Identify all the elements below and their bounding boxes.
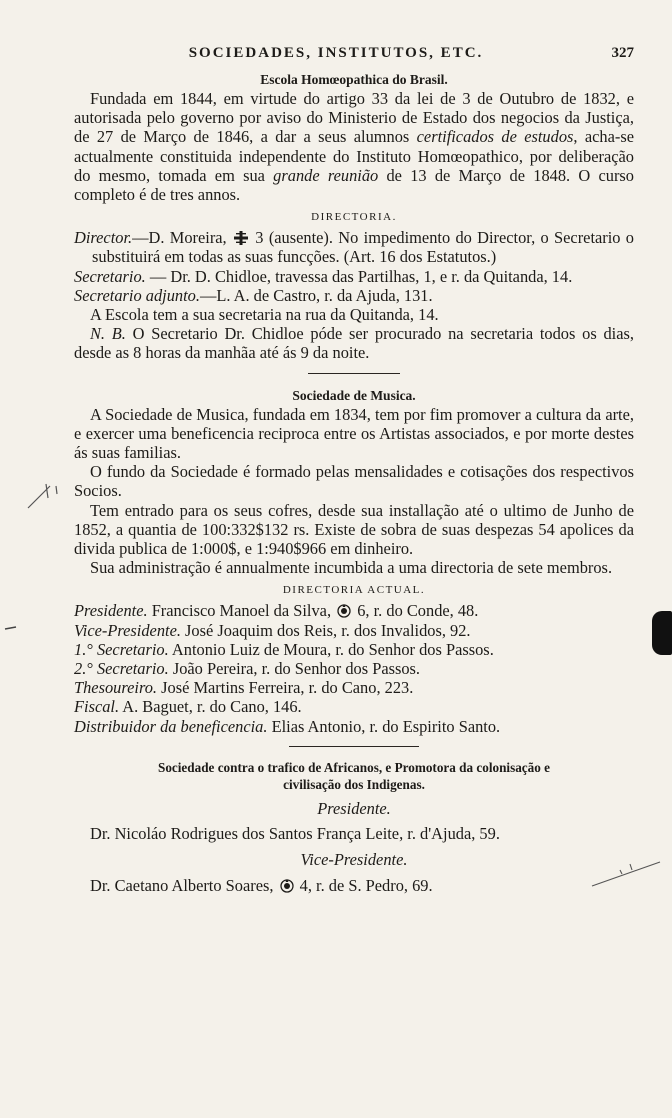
escola-intro	[74, 89, 634, 204]
member-role: Thesoureiro.	[74, 678, 158, 698]
member-entry	[74, 601, 634, 620]
escola-adjunto-entry	[74, 286, 634, 305]
title-line-2: civilisação dos Indigenas.	[283, 776, 425, 792]
escola-secretario-entry	[74, 267, 634, 286]
musica-directoria-label: DIRECTORIA ACTUAL.	[282, 584, 426, 597]
member-entry	[74, 659, 634, 678]
entry-text: —L. A. de Castro, r. da Ajuda, 131.	[199, 285, 433, 305]
member-text: José Martins Ferreira, r. do Cano, 223.	[157, 678, 414, 698]
section-escola	[74, 70, 634, 363]
member-entry	[74, 621, 634, 640]
entry-text: —D. Moreira,	[132, 228, 232, 248]
section-title-musica: Sociedade de Musica.	[292, 387, 416, 403]
musica-paragraph-3: Tem entrado para os seus cofres, desde sua installação até o ultimo de Junho de 1852, a quantia de 100:332$132 rs. Existe de sobra de suas despezas 54 apolices da divida publica de 1:000$, e 1:940$966 em dinheiro.	[74, 500, 634, 559]
member-entry	[74, 697, 634, 716]
section-divider	[289, 746, 419, 747]
member-text: A. Baguet, r. do Cano, 146.	[119, 697, 302, 717]
escola-nb	[74, 324, 634, 362]
trafico-presidente-label: Presidente.	[317, 798, 391, 818]
member-role: Vice-Presidente.	[74, 620, 181, 640]
ink-blot	[652, 611, 672, 655]
title-line-1: Sociedade contra o trafico de Africanos, e Promotora da colonisação e	[157, 759, 550, 775]
member-entry	[74, 717, 634, 736]
escola-intro-italic: certificados de estudos	[416, 127, 574, 147]
order-rose-icon	[337, 604, 351, 618]
section-title-escola: Escola Homœopathica do Brasil.	[260, 72, 448, 87]
trafico-vice	[74, 873, 634, 899]
running-head-title: SOCIEDADES, INSTITUTOS, ETC.	[188, 45, 484, 61]
musica-paragraph-4: Sua administração é annualmente incumbida a uma directoria de sete membros.	[90, 558, 613, 578]
member-role: 1.° Secretario.	[74, 639, 169, 659]
pencil-mark-icon	[4, 624, 18, 632]
running-head	[74, 44, 634, 70]
section-trafico	[74, 759, 634, 899]
vice-text: Dr. Caetano Alberto Soares,	[90, 875, 278, 895]
musica-member-list	[74, 601, 634, 735]
member-text: João Pereira, r. do Senhor dos Passos.	[168, 659, 421, 679]
trafico-vice-label: Vice-Presidente.	[300, 849, 408, 869]
escola-sede: A Escola tem a sua secretaria na rua da Quitanda, 14.	[90, 305, 439, 325]
section-musica	[74, 386, 634, 736]
member-role: 2.° Secretario.	[74, 659, 169, 679]
vice-text-2: 4, r. de S. Pedro, 69.	[295, 875, 433, 895]
role-label: Secretario.	[74, 266, 146, 286]
escola-intro-text-3: de 13 de Março de 1848. O curso completo é de tres annos.	[74, 165, 634, 205]
escola-intro-text-2: , acha-se actualmente constituida independente do Instituto Homœopathico, por deliberação do mesmo, tomada em sua	[74, 127, 634, 185]
nb-text: O Secretario Dr. Chidloe póde ser procurado na secretaria todos os dias, desde as 8 horas da manhãa até ás 9 da noite.	[74, 324, 634, 363]
escola-directoria-label: DIRECTORIA.	[311, 211, 397, 224]
member-text: Antonio Luiz de Moura, r. do Senhor dos Passos.	[168, 639, 494, 659]
member-role: Fiscal.	[74, 697, 120, 717]
page-number: 327	[611, 45, 634, 61]
escola-intro-text: Fundada em 1844, em virtude do artigo 33 da lei de 3 de Outubro de 1832, e autorisada pelo governo por aviso do Ministerio de Estado dos negocios da Justiça, de 27 de Março de 1846, a dar a seus alumnos	[74, 89, 634, 147]
order-rose-icon	[280, 879, 294, 893]
member-text: José Joaquim dos Reis, r. dos Invalidos, 92.	[180, 620, 471, 640]
section-divider	[308, 373, 400, 374]
trafico-presidente: Dr. Nicoláo Rodrigues dos Santos França Leite, r. d'Ajuda, 59.	[90, 823, 500, 843]
escola-director-entry	[74, 228, 634, 266]
member-entry	[74, 678, 634, 697]
member-role: Presidente.	[74, 601, 148, 621]
member-text: Francisco Manoel da Silva,	[147, 601, 336, 621]
member-role: Distribuidor da beneficencia.	[74, 716, 268, 736]
pencil-mark-icon	[26, 480, 66, 510]
entry-text: — Dr. D. Chidloe, travessa das Partilhas, 1, e r. da Quitanda, 14.	[145, 266, 573, 286]
musica-paragraph-2: O fundo da Sociedade é formado pelas mensalidades e cotisações dos respectivos Socios.	[74, 462, 634, 501]
role-label: Director.	[74, 228, 133, 248]
order-cross-icon	[234, 231, 248, 245]
role-label: Secretario adjunto.	[74, 285, 200, 305]
pencil-mark-icon	[590, 850, 662, 890]
escola-intro-italic-2: grande reunião	[273, 165, 379, 185]
section-title-trafico	[74, 759, 634, 793]
member-text: Elias Antonio, r. do Espirito Santo.	[267, 716, 501, 736]
member-text-2: 6, r. do Conde, 48.	[353, 601, 479, 621]
entry-text-2: 3 (ausente). No impedimento do Director, o Secretario o substituirá em todas as suas funcções. (Art. 16 dos Estatutos.)	[92, 228, 634, 267]
musica-paragraph-1: A Sociedade de Musica, fundada em 1834, tem por fim promover a cultura da arte, e exercer uma beneficencia reciproca entre os Artistas associados, e por morte destes ás suas familias.	[74, 404, 634, 463]
member-entry	[74, 640, 634, 659]
nb-label: N. B.	[90, 324, 126, 344]
